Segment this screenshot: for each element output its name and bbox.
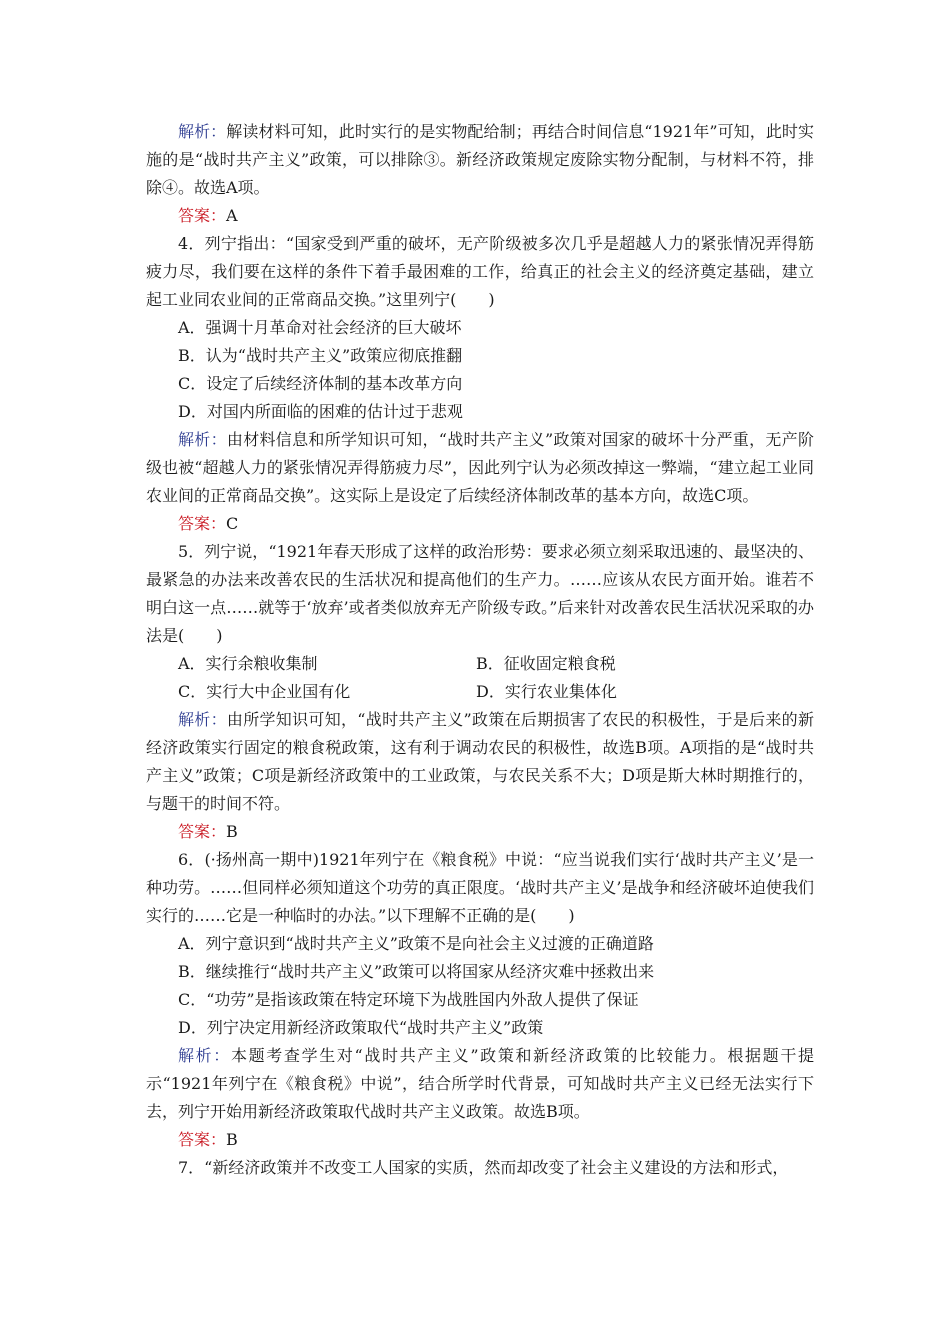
question-4-stem: 4．列宁指出：“国家受到严重的破坏，无产阶级被多次几乎是超越人力的紧张情况弄得筋疲力尽，我们要在这样的条件下着手最困难的工作，给真正的社会主义的经济奠定基础，建立起工业同农业间的正常商品交换。”这里列宁( ) bbox=[146, 234, 814, 309]
analysis-text: 由所学知识可知，“战时共产主义”政策在后期损害了农民的积极性，于是后来的新经济政策实行固定的粮食税政策，这有利于调动农民的积极性，故选B项。A项指的是“战时共产主义”政策；C项是新经济政策中的工业政策，与农民关系不大；D项是斯大林时期推行的，与题干的时间不符。 bbox=[146, 710, 814, 813]
answer-line bbox=[146, 202, 814, 230]
answer-label: 答案： bbox=[178, 206, 227, 225]
question-6-option-b: B．继续推行“战时共产主义”政策可以将国家从经济灾难中拯救出来 bbox=[178, 962, 655, 981]
question-4-analysis bbox=[146, 426, 814, 510]
question-4-option-a: A．强调十月革命对社会经济的巨大破坏 bbox=[178, 318, 462, 337]
question-4-answer bbox=[146, 510, 814, 538]
analysis-text: 解读材料可知，此时实行的是实物配给制；再结合时间信息“1921年”可知，此时实施的是“战时共产主义”政策，可以排除③。新经济政策规定废除实物分配制，与材料不符，排除④。故选A项。 bbox=[146, 122, 814, 197]
question-5-option-c: C．实行大中企业国有化 bbox=[178, 682, 351, 701]
question-4-option-c: C．设定了后续经济体制的基本改革方向 bbox=[178, 374, 463, 393]
analysis-label: 解析： bbox=[178, 122, 227, 141]
question-5-option-b: B．征收固定粮食税 bbox=[476, 654, 616, 673]
answer-value: B bbox=[226, 1130, 238, 1149]
document-content bbox=[146, 118, 814, 1182]
answer-label: 答案： bbox=[178, 1130, 227, 1149]
question-5-stem: 5．列宁说，“1921年春天形成了这样的政治形势：要求必须立刻采取迅速的、最坚决的、最紧急的办法来改善农民的生活状况和提高他们的生产力。……应该从农民方面开始。谁若不明白这一点……就等于‘放弃’或者类似放弃无产阶级专政。”后来针对改善农民生活状况采取的办法是( ) bbox=[146, 542, 814, 645]
question-6-stem: 6．(·扬州高一期中)1921年列宁在《粮食税》中说：“应当说我们实行‘战时共产主义’是一种功劳。……但同样必须知道这个功劳的真正限度。‘战时共产主义’是战争和经济破坏迫使我们实行的……它是一种临时的办法。”以下理解不正确的是( ) bbox=[146, 850, 814, 925]
question-4-option-b: B．认为“战时共产主义”政策应彻底推翻 bbox=[178, 346, 463, 365]
question-5-options-row-2 bbox=[146, 678, 814, 706]
answer-value: C bbox=[226, 514, 239, 533]
analysis-label: 解析： bbox=[178, 1046, 231, 1065]
question-5-option-d: D．实行农业集体化 bbox=[476, 682, 617, 701]
question-4-option-d: D．对国内所面临的困难的估计过于悲观 bbox=[178, 402, 463, 421]
question-5-options-row-1 bbox=[146, 650, 814, 678]
question-5-option-a: A．实行余粮收集制 bbox=[178, 654, 318, 673]
question-6-option-a: A．列宁意识到“战时共产主义”政策不是向社会主义过渡的正确道路 bbox=[178, 934, 654, 953]
answer-value: A bbox=[226, 206, 238, 225]
question-6-analysis bbox=[146, 1042, 814, 1126]
question-6-option-d: D．列宁决定用新经济政策取代“战时共产主义”政策 bbox=[178, 1018, 544, 1037]
question-7-stem: 7．“新经济政策并不改变工人国家的实质，然而却改变了社会主义建设的方法和形式， bbox=[178, 1158, 789, 1177]
question-6-option-c: C．“功劳”是指该政策在特定环境下为战胜国内外敌人提供了保证 bbox=[178, 990, 639, 1009]
analysis-text: 本题考查学生对“战时共产主义”政策和新经济政策的比较能力。根据题干提示“1921年列宁在《粮食税》中说”，结合所学时代背景，可知战时共产主义已经无法实行下去，列宁开始用新经济政策取代战时共产主义政策。故选B项。 bbox=[146, 1046, 814, 1121]
analysis-label: 解析： bbox=[178, 710, 227, 729]
analysis-text: 由材料信息和所学知识可知，“战时共产主义”政策对国家的破坏十分严重，无产阶级也被“超越人力的紧张情况弄得筋疲力尽”，因此列宁认为必须改掉这一弊端，“建立起工业同农业间的正常商品交换”。这实际上是设定了后续经济体制改革的基本方向，故选C项。 bbox=[146, 430, 814, 505]
answer-label: 答案： bbox=[178, 514, 227, 533]
question-5-answer bbox=[146, 818, 814, 846]
analysis-label: 解析： bbox=[178, 430, 227, 449]
answer-label: 答案： bbox=[178, 822, 227, 841]
analysis-paragraph bbox=[146, 118, 814, 202]
question-5-analysis bbox=[146, 706, 814, 818]
answer-value: B bbox=[226, 822, 238, 841]
question-6-answer bbox=[146, 1126, 814, 1154]
